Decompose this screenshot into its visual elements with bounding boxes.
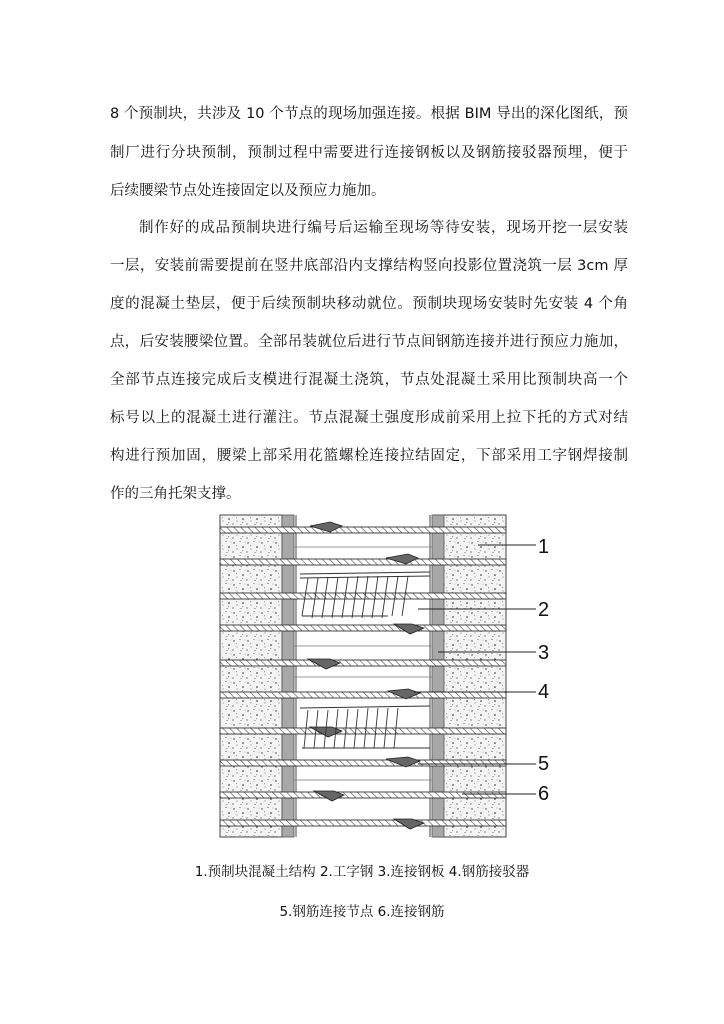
paragraph-line: 制作好的成品预制块进行编号后运输至现场等待安装，现场开挖一层安装 bbox=[139, 220, 628, 236]
paragraph-line: 标号以上的混凝土进行灌注。节点混凝土强度形成前采用上拉下托的方式对结 bbox=[110, 410, 628, 426]
paragraph-line: 后续腰梁节点处连接固定以及预应力施加。 bbox=[110, 183, 386, 199]
paragraph-line: 度的混凝土垫层，便于后续预制块移动就位。预制块现场安装时先安装 4 个角 bbox=[110, 296, 628, 312]
label-2: 2 bbox=[538, 599, 550, 621]
structure-diagram bbox=[218, 512, 558, 842]
label-1: 1 bbox=[538, 536, 550, 558]
label-5: 5 bbox=[538, 753, 550, 775]
label-6: 6 bbox=[538, 783, 550, 805]
figure-caption-line-1: 1.预制块混凝土结构 2.工字钢 3.连接钢板 4.钢筋接驳器 bbox=[194, 864, 530, 880]
figure-caption-line-2: 5.钢筋连接节点 6.连接钢筋 bbox=[279, 904, 445, 920]
rebar-couplers bbox=[308, 522, 424, 829]
label-4: 4 bbox=[538, 681, 550, 703]
paragraph-line: 制厂进行分块预制，预制过程中需要进行连接钢板以及钢筋接驳器预埋，便于 bbox=[110, 145, 628, 161]
paragraph-line: 作的三角托架支撑。 bbox=[110, 486, 241, 502]
paragraph-line: 点，后安装腰梁位置。全部吊装就位后进行节点间钢筋连接并进行预应力施加， bbox=[110, 334, 628, 350]
paragraph-line: 8 个预制块，共涉及 10 个节点的现场加强连接。根据 BIM 导出的深化图纸，预 bbox=[110, 106, 628, 122]
label-3: 3 bbox=[538, 642, 550, 664]
paragraph-line: 一层，安装前需要提前在竖井底部沿内支撑结构竖向投影位置浇筑一层 3cm 厚 bbox=[110, 258, 628, 274]
paragraph-line: 构进行预加固，腰梁上部采用花篮螺栓连接拉结固定，下部采用工字钢焊接制 bbox=[110, 448, 628, 464]
paragraph-line: 全部节点连接完成后支模进行混凝土浇筑，节点处混凝土采用比预制块高一个 bbox=[110, 372, 628, 388]
